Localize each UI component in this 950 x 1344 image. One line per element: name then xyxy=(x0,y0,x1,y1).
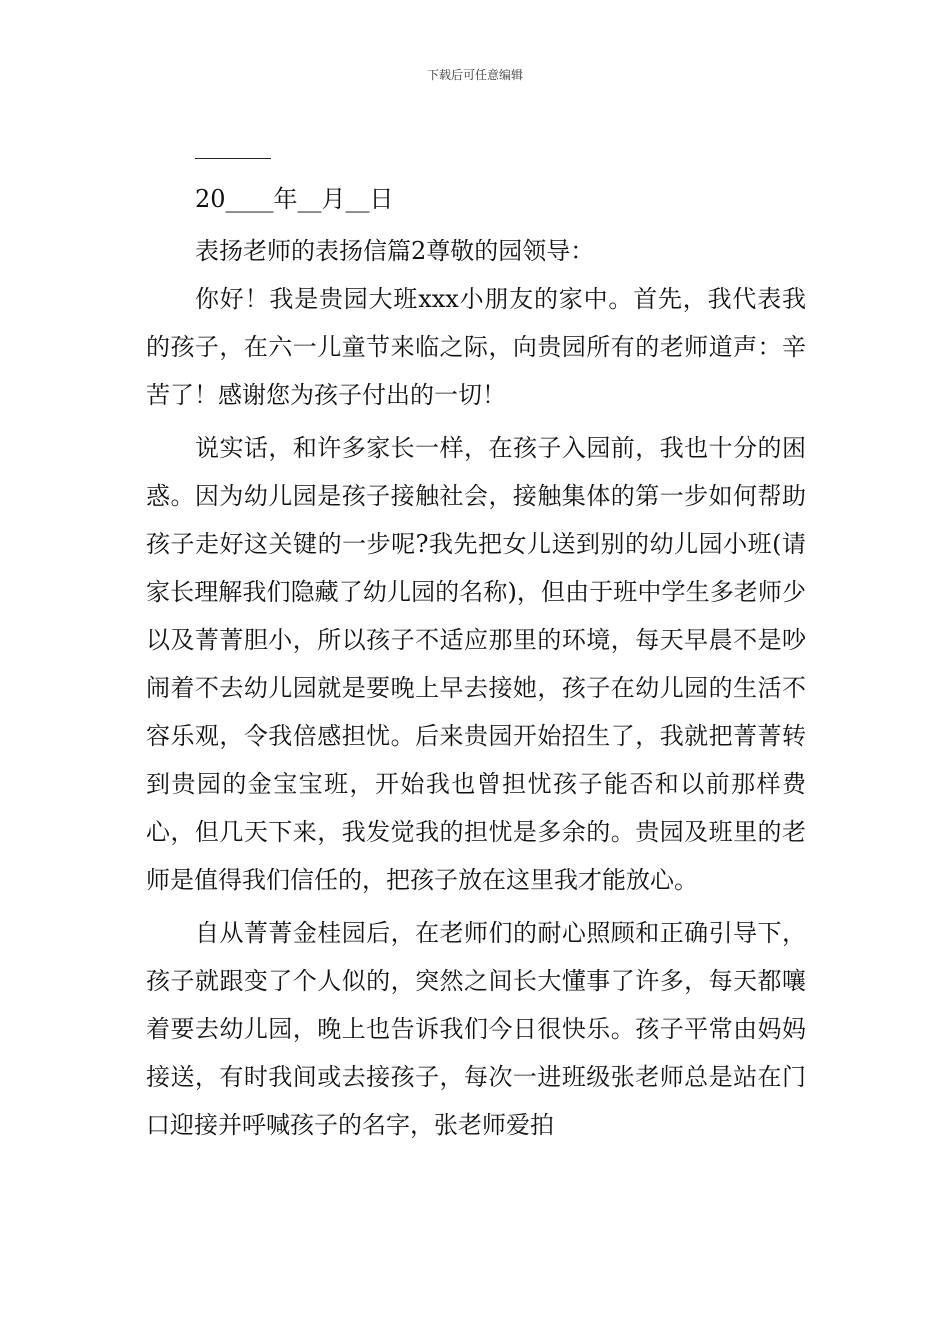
signature-line xyxy=(195,158,271,159)
letter-heading: 表扬老师的表扬信篇2尊敬的园领导： xyxy=(195,237,595,265)
paragraph-story: 说实话，和许多家长一样，在孩子入园前，我也十分的困惑。因为幼儿园是孩子接触社会，接触集体的第一步如何帮助孩子走好这关键的一步呢?我先把女儿送到别的幼儿园小班(请家长理解我们隐藏了幼儿园的名称)，但由于班中学生多老师少以及菁菁胆小，所以孩子不适应那里的环境，每天早晨不是吵闹着不去幼儿园就是要晚上早去接她，孩子在幼儿园的生活不容乐观，令我倍感担忧。后来贵园开始招生了，我就把菁菁转到贵园的金宝宝班，开始我也曾担忧孩子能否和以前那样费心，但几天下来，我发觉我的担忧是多余的。贵园及班里的老师是值得我们信任的，把孩子放在这里我才能放心。 xyxy=(146,434,806,894)
paragraph-greeting: 你好！我是贵园大班xxx小朋友的家中。首先，我代表我的孩子，在六一儿童节来临之际，向贵园所有的老师道声：辛苦了！感谢您为孩子付出的一切！ xyxy=(146,285,806,409)
page-header-note: 下载后可任意编辑 xyxy=(426,68,523,82)
paragraph-change: 自从菁菁金桂园后，在老师们的耐心照顾和正确引导下，孩子就跟变了个人似的，突然之间长大懂事了许多，每天都嚷着要去幼儿园，晚上也告诉我们今日很快乐。孩子平常由妈妈接送，有时我间或去接孩子，每次一进班级张老师总是站在门口迎接并呼喊孩子的名字，张老师爱拍 xyxy=(146,919,806,1139)
date-line: 20____年__月__日 xyxy=(195,185,394,213)
letter-body xyxy=(146,227,806,1149)
